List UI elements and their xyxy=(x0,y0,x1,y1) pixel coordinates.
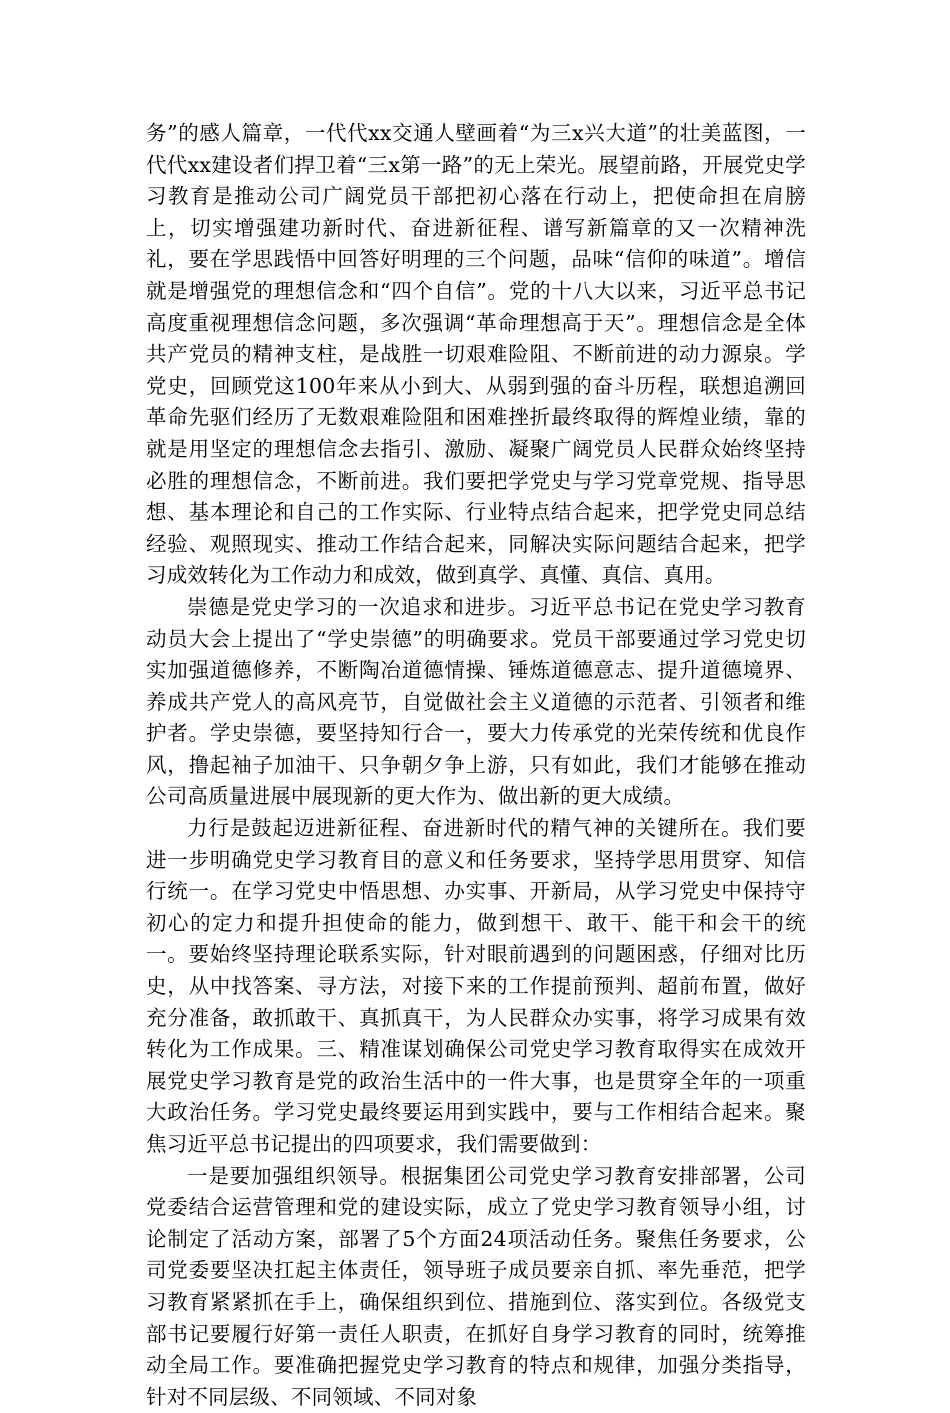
paragraph-3: 力行是鼓起迈进新征程、奋进新时代的精气神的关键所在。我们要进一步明确党史学习教育目的意义和任务要求，坚持学思用贯穿、知信行统一。在学习党史中悟思想、办实事、开新局，从学习党史中保持守初心的定力和提升担使命的能力，做到想干、敢干、能干和会干的统一。要始终坚持理论联系实际，针对眼前遇到的问题困惑，仔细对比历史，从中找答案、寻方法，对接下来的工作提前预判、超前布置，做好充分准备，敢抓敢干、真抓真干，为人民群众办实事，将学习成果有效转化为工作成果。三、精准谋划确保公司党史学习教育取得实在成效开展党史学习教育是党的政治生活中的一件大事，也是贯穿全年的一项重大政治任务。学习党史最终要运用到实践中，要与工作相结合起来。聚焦习近平总书记提出的四项要求，我们需要做到： xyxy=(146,816,806,1156)
paragraph-2: 崇德是党史学习的一次追求和进步。习近平总书记在党史学习教育动员大会上提出了“学史崇德”的明确要求。党员干部要通过学习党史切实加强道德修养，不断陶冶道德情操、锤炼道德意志、提升道德境界、养成共产党人的高风亮节，自觉做社会主义道德的示范者、引领者和维护者。学史崇德，要坚持知行合一，要大力传承党的光荣传统和优良作风，撸起袖子加油干、只争朝夕争上游，只有如此，我们才能够在推动公司高质量进展中展现新的更大作为、做出新的更大成绩。 xyxy=(146,594,806,809)
document-page xyxy=(146,118,806,1413)
paragraph-4: 一是要加强组织领导。根据集团公司党史学习教育安排部署，公司党委结合运营管理和党的建设实际，成立了党史学习教育领导小组，讨论制定了活动方案，部署了5个方面24项活动任务。聚焦任务要求，公司党委要坚决扛起主体责任，领导班子成员要亲自抓、率先垂范，把学习教育紧紧抓在手上，确保组织到位、措施到位、落实到位。各级党支部书记要履行好第一责任人职责，在抓好自身学习教育的同时，统筹推动全局工作。要准确把握党史学习教育的特点和规律，加强分类指导，针对不同层级、不同领域、不同对象 xyxy=(146,1163,806,1409)
paragraph-1: 务”的感人篇章，一代代xx交通人壁画着“为三x兴大道”的壮美蓝图，一代代xx建设者们捍卫着“三x第一路”的无上荣光。展望前路，开展党史学习教育是推动公司广阔党员干部把初心落在行动上，把使命担在肩膀上，切实增强建功新时代、奋进新征程、谱写新篇章的又一次精神洗礼，要在学思践悟中回答好明理的三个问题，品味“信仰的味道”。增信就是增强党的理想信念和“四个自信”。党的十八大以来，习近平总书记高度重视理想信念问题，多次强调“革命理想高于天”。理想信念是全体共产党员的精神支柱，是战胜一切艰难险阻、不断前进的动力源泉。学党史，回顾党这100年来从小到大、从弱到强的奋斗历程，联想追溯回革命先驱们经历了无数艰难险阻和困难挫折最终取得的辉煌业绩，靠的就是用坚定的理想信念去指引、激励、凝聚广阔党员人民群众始终坚持必胜的理想信念，不断前进。我们要把学党史与学习党章党规、指导思想、基本理论和自己的工作实际、行业特点结合起来，把学党史同总结经验、观照现实、推动工作结合起来，同解决实际问题结合起来，把学习成效转化为工作动力和成效，做到真学、真懂、真信、真用。 xyxy=(146,121,806,588)
